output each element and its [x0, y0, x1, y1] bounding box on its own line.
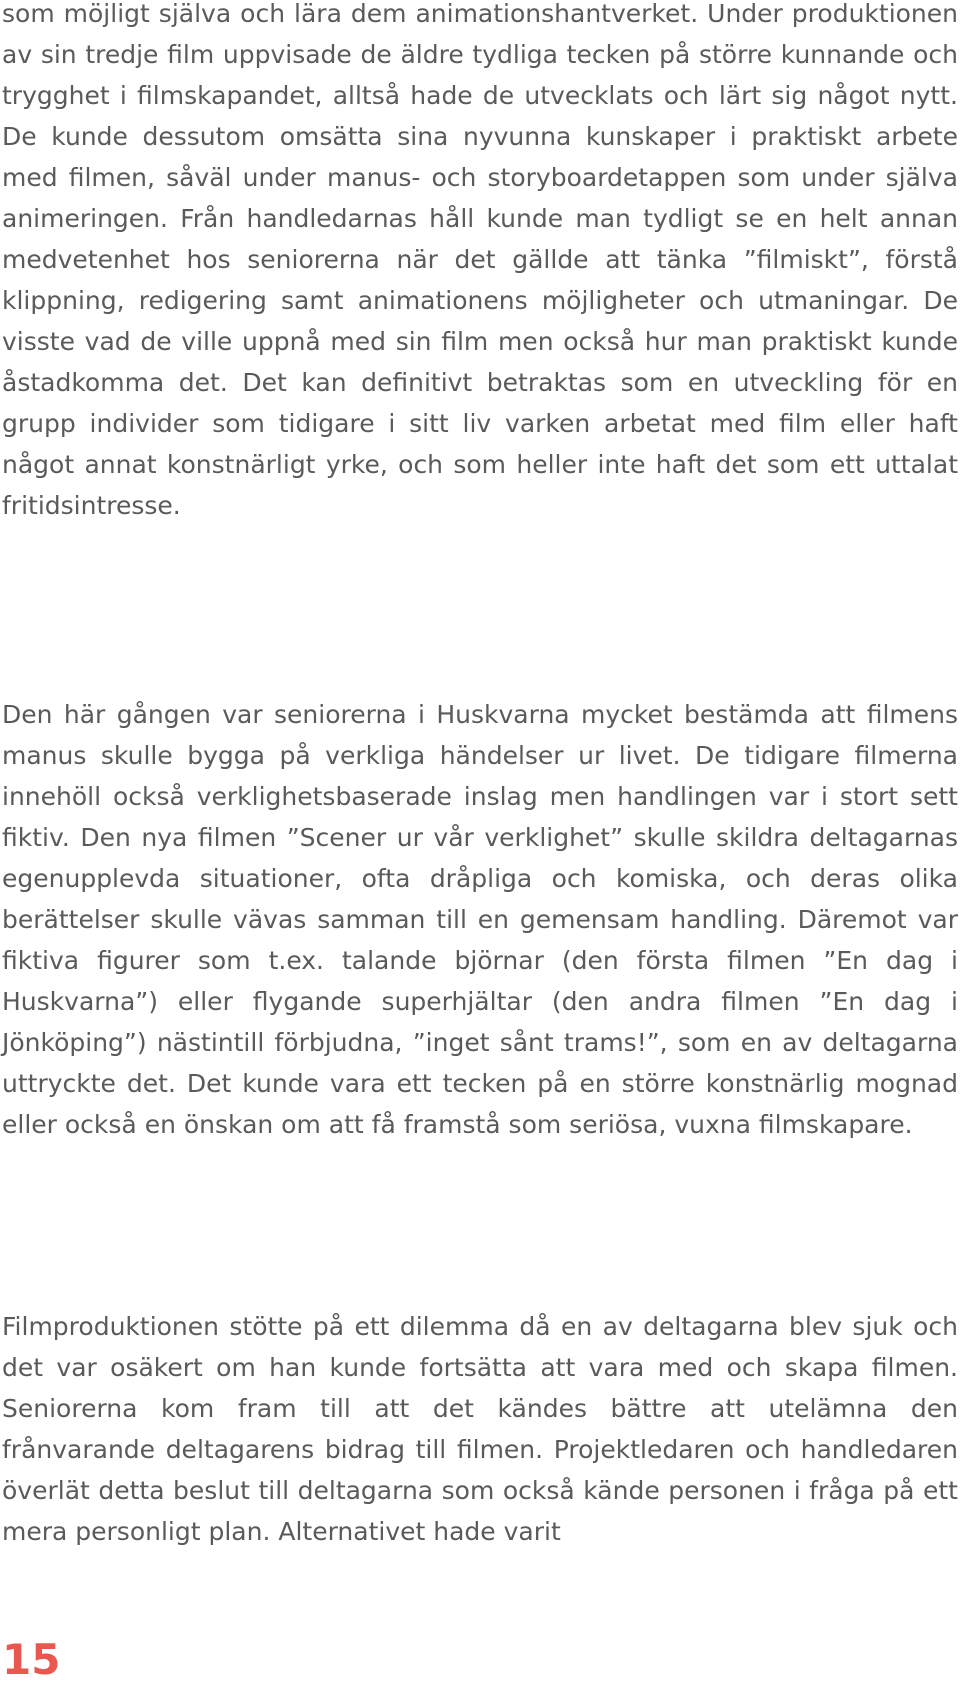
body-paragraph-2: Den här gången var seniorerna i Huskvarna mycket bestämda att filmens manus skulle bygga på verkliga händelser ur livet. De tidigare filmerna innehöll också verklighetsbaserade inslag men handlingen var i stort sett fiktiv. Den nya filmen ”Scener ur vår verklighet” skulle skildra deltagarnas egenupplevda situationer, ofta dråpliga och komiska, och deras olika berättelser skulle vävas samman till en gemensam handling. Däremot var fiktiva figurer som t.ex. talande björnar (den första filmen ”En dag i Huskvarna”) eller flygande superhjältar (den andra filmen ”En dag i Jönköping”) nästintill förbjudna, ”inget sånt trams!”, som en av deltagarna uttryckte det. Det kunde vara ett tecken på en större konstnärlig mognad eller också en önskan om att få framstå som seriösa, vuxna filmskapare.: [2, 700, 958, 1139]
body-paragraph-1: som möjligt själva och lära dem animationshantverket. Under produktionen av sin tredje film uppvisade de äldre tydliga tecken på större kunnande och trygghet i filmskapandet, alltså hade de utvecklats och lärt sig något nytt. De kunde dessutom omsätta sina nyvunna kunskaper i praktiskt arbete med filmen, såväl under manus- och storyboardetappen som under själva animeringen. Från handledarnas håll kunde man tydligt se en helt annan medvetenhet hos seniorerna när det gällde att tänka ”filmiskt”, förstå klippning, redigering samt animationens möjligheter och utmaningar. De visste vad de ville uppnå med sin film men också hur man praktiskt kunde åstadkomma det. Det kan definitivt betraktas som en utveckling för en grupp individer som tidigare i sitt liv varken arbetat med film eller haft något annat konstnärligt yrke, och som heller inte haft det som ett uttalat fritidsintresse.: [2, 0, 958, 520]
body-paragraph-3: Filmproduktionen stötte på ett dilemma då en av deltagarna blev sjuk och det var osäkert om han kunde fortsätta att vara med och skapa filmen. Seniorerna kom fram till att det kändes bättre att utelämna den frånvarande deltagarens bidrag till filmen. Projektledaren och handledaren överlät detta beslut till deltagarna som också kände personen i fråga på ett mera personligt plan. Alternativet hade varit: [2, 1312, 958, 1546]
page-number: 15: [2, 1635, 61, 1684]
